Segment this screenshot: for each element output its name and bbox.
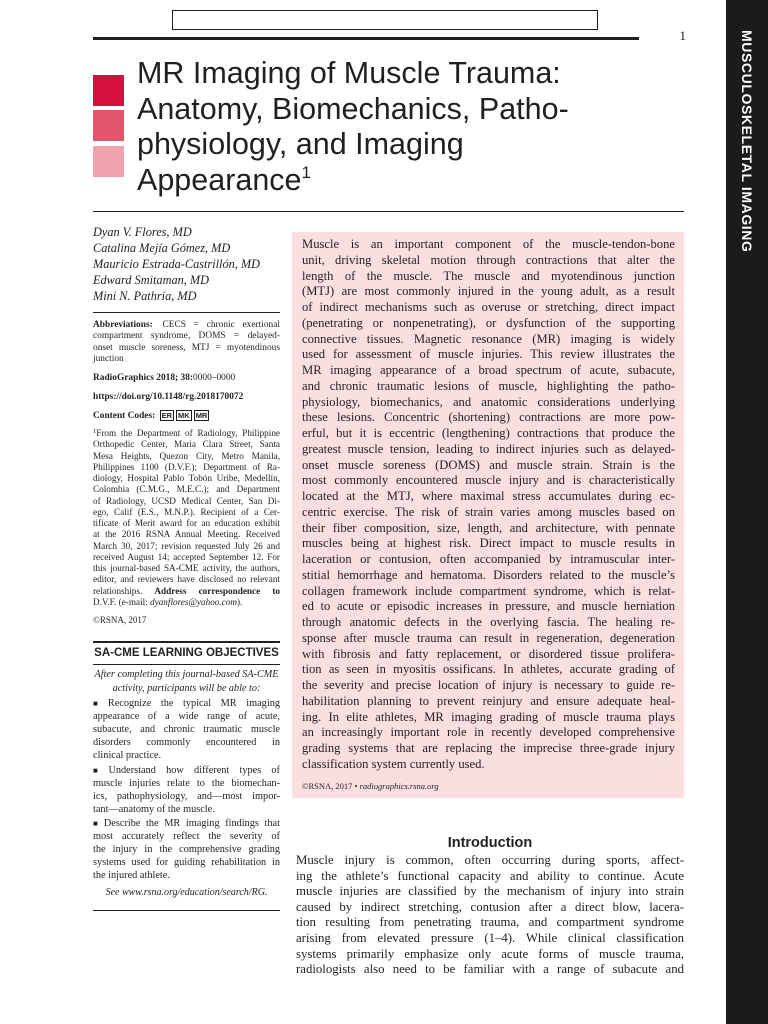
footnote-line [93,597,280,608]
learning-objective-line: the injury in the comprehensive grading [93,844,280,855]
learning-objective-line: disorders commonly encountered in [93,737,280,748]
abbreviations-label: Abbreviations: [93,320,153,330]
title-line: Anatomy, Biomechanics, Patho- [137,91,569,126]
learning-objective-text: Describe the MR imaging findings that [103,818,280,829]
learning-objective-line: subacute, and chronic traumatic muscle [93,724,280,735]
learning-objective-line: ics, pathophysiology, and—most impor- [93,790,280,802]
introduction-line: radiologists also need to be familiar with a range of subacute and [296,962,684,977]
introduction-line: muscle injuries are classified by the mechanism of injury into strain [296,884,684,899]
abstract-line: most commonly encountered muscle injury and is characteristically [302,473,675,488]
bullet-square-icon: ■ [93,765,106,775]
abstract-text [302,237,675,773]
footnote-line: ego, Calif (E.S., M.N.P.). Recipient of a Cer- [93,506,280,517]
footnote-line: Philippines 1100 (D.V.F.); Department of Ra- [93,461,280,472]
abstract-line: with fibrosis and fatty replacement, or disordered tissue prolifera- [302,646,675,661]
footnote-line: Colombia (C.M.G., M.E.C.); and Department [93,484,280,495]
abstract-line: and chronic traumatic lesions of muscle, highlighting the patho- [302,378,675,393]
title-line: physiology, and Imaging [137,127,464,161]
abstract-line: muscles being at highest risk. Direct impact to muscle results in [302,536,675,551]
learning-objective-line [93,764,280,777]
title-footnote-marker: 1 [301,162,311,182]
sacme-rule [93,664,280,665]
sacme-website-link[interactable]: See www.rsna.org/education/search/RG. [105,887,268,898]
accent-square-light [93,146,124,177]
content-codes [93,410,280,422]
footnote-line [93,428,280,439]
content-codes-label: Content Codes: [93,411,156,421]
abbreviations-line: compartment syndrome, DOMS = delayed- [93,331,280,342]
abstract-line: unit, driving skeletal motion through contractions that alter the [302,252,675,267]
header-box [172,10,598,30]
learning-objective [93,764,280,816]
abbreviations-block [93,320,280,365]
footnote-line: tificate of Merit award for an education exhibit [93,518,280,528]
abstract-copyright [302,781,675,792]
abbreviations-line: junction [93,353,124,364]
address-correspondence-label: Address correspondence to [154,585,280,596]
sacme-heading: SA-CME LEARNING OBJECTIVES [94,647,279,659]
learning-objective-line: most accurately reflect the severity of [93,831,280,842]
author: Edward Smitaman, MD [93,273,210,287]
copyright-notice: ©RSNA, 2017 [93,615,147,625]
footnote-line: received August 14; accepted September 12. For [93,551,280,562]
title-line-text: Appearance [137,162,302,197]
journal-website-link[interactable]: radiographics.rsna.org [359,781,439,791]
learning-objective-line: systems used for guiding rehabilitation in [93,857,280,868]
introduction-line: ing the athlete’s functional capacity and ability to continue. Acute [296,868,684,883]
introduction-line: tion resulting from penetrating trauma, and compartment syndrome [296,915,684,930]
footnote-text: ). [237,596,243,607]
introduction-line: Muscle injury is common, often occurring during sports, affect- [296,853,684,867]
footnote-marker: 1 [93,428,97,435]
sacme-intro-line: activity, participants will be able to: [112,682,261,694]
bullet-square-icon: ■ [93,819,101,828]
accent-square-medium [93,110,124,141]
content-code-badge: MR [195,411,208,420]
bullet-square-icon: ■ [93,699,105,708]
doi-link[interactable]: https://doi.org/10.1148/rg.2018170072 [93,392,244,402]
abstract-line: these lesions. Concentric (shortening) contractions are more pow- [302,410,675,425]
footnote-line: diology, Hospital Pablo Tobón Uribe, Medellín, [93,473,280,483]
learning-objective-line: appearance of a wide range of acute, [93,711,280,722]
author: Mini N. Pathria, MD [93,289,197,303]
learning-objective-line: tant—anatomy of the muscle. [93,803,215,815]
footnote-line: of Radiology, UCSD Medical Center, San Di- [93,495,280,506]
introduction-line: caused by indirect stretching, contusion after a direct blow, lacera- [296,899,684,914]
abstract-line: through anatomic defects in the overlying fascia. The healing re- [302,615,675,629]
learning-objective-line: muscle injuries relate to the biomechan- [93,777,280,789]
footnote-line: this journal-based SA-CME activity, the authors, [93,563,280,573]
author: Catalina Mejía Gómez, MD [93,241,231,255]
article-title [137,56,684,198]
journal-volume: RadioGraphics 2018; 38: [93,373,194,383]
abstract-line: erful, but it is eccentric (lengthening) contractions that produce the [302,426,675,440]
footnote-line: Mesa Heights, Quezon City, Metro Manila, [93,450,280,461]
abstract-line: collagen framework include compartment syndrome, which is relat- [302,583,675,598]
learning-objective [93,817,280,882]
abstract-line: (penetrating or nonpenetrating), or dysfunction of the supporting [302,315,675,330]
email-link[interactable]: dyanflores@yahoo.com [150,596,237,607]
abstract-line: sponse after muscle trauma can result in regeneration, degeneration [302,630,675,645]
sacme-rule [93,641,280,643]
abstract-line: the severity and precise location of injury is necessary to guide re- [302,678,675,692]
abstract-line: onset muscle soreness (DOMS) and muscle strain. Strain is the [302,457,675,472]
footnote-text: From the Department of Radiology, Philippine [96,428,280,438]
abstract-line: located at the MTJ, where maximal stress accumulates during ec- [302,489,675,503]
abstract-line: Muscle is an important component of the muscle-tendon-bone [302,237,675,251]
footnote-text: relationships. [93,585,143,596]
abstract-line: greatest muscle tension, leading to indirect injuries such as delayed- [302,441,675,456]
author-affiliations-footnote [93,428,280,608]
introduction-line: systems primarily emphasize only acute forms of muscle trauma, [296,946,684,961]
abstract-line: their fiber composition, size, length, and architecture, with pennate [302,520,675,535]
authors-rule [93,312,280,313]
abstract-line: (MTJ) are most commonly injured in the young adult, as a result [302,284,675,299]
footnote-line [93,586,280,597]
author-list [93,224,283,304]
title-line: MR Imaging of Muscle Trauma: [137,56,561,90]
section-heading: Introduction [447,835,533,851]
footnote-line: at the 2016 RSNA Annual Meeting. Received [93,529,280,540]
abstract-line: ed to acute or episodic increases in pressure, and muscle herniation [302,599,675,614]
abstract-line: length of the muscle. The muscle and myotendinous junction [302,268,675,283]
abstract-copyright-text: ©RSNA, 2017 • [302,781,358,791]
abstract-line: of indirect mechanisms such as overuse or stretching, direct impact [302,300,675,314]
learning-objective-line: clinical practice. [93,750,162,761]
abstract-line: classification system currently used. [302,756,485,771]
learning-objective-line [93,817,280,830]
sacme-intro-line: After completing this journal-based SA-CME [94,669,279,680]
abstract-line: MR imaging appearance of a broad spectrum of acute, subacute, [302,363,675,377]
abstract-line: laceration or contusion, often accompanied by intramuscular inter- [302,552,675,566]
abstract-line: stitial hemorrhage and hematoma. Disorders related to the muscle’s [302,567,675,582]
abstract-line: tion as seen in myositis ossificans. In athletes, accurate grading of [302,662,675,677]
journal-pages: 0000–0000 [193,373,236,383]
author: Dyan V. Flores, MD [93,225,192,239]
abstract-line: habilitation planning to prevent reinjury and ensure adequate heal- [302,693,675,708]
content-code-badge: ER [161,411,173,420]
top-rule [93,37,639,40]
title-rule [93,211,684,212]
abbreviations-line [93,320,280,331]
footnote-line: Orthopedic Center, Maria Clara Street, Santa [93,439,280,450]
footnote-line: editor, and reviewers have disclosed no relevant [93,574,280,585]
sacme-rule [93,910,280,911]
abstract-line: grading systems that are replacing the imprecise three-grade injury [302,741,675,755]
section-sidebar [726,0,768,1024]
content-code-badge: MK [178,411,190,420]
footnote-body [93,439,280,585]
journal-citation [93,373,280,384]
learning-objective [93,697,280,762]
footnote-line: March 30, 2017; revision requested July 26 and [93,540,280,551]
author: Mauricio Estrada-Castrillón, MD [93,257,261,271]
abstract-line: ing. In elite athletes, MR imaging grading of muscle trauma plays [302,709,675,724]
learning-objective-text: Recognize the typical MR imaging [107,698,280,709]
section-label: MUSCULOSKELETAL IMAGING [739,30,755,253]
footnote-text: D.V.F. (e-mail: [93,596,148,607]
introduction-line: arising from elevated pressure (1–4). While clinical classification [296,930,684,945]
title-line [137,163,684,199]
abbreviations-line: onset muscle soreness, MTJ = myotendinous [93,342,280,353]
introduction-text [296,853,684,978]
sacme-intro [93,668,280,695]
abstract-line: connective tissues. Magnetic resonance (MR) imaging is widely [302,331,675,346]
learning-objective-line [93,697,280,710]
abstract-line: physiology, biomechanics, and anatomic considerations underlying [302,394,675,409]
page-number: 1 [679,28,686,43]
abstract-line: an increasingly important role in recently developed comprehensive [302,725,675,740]
abbreviations-text: CECS = chronic exertional [162,320,280,330]
learning-objective-line: the injured athlete. [93,870,170,881]
learning-objective-text: Understand how different types of [108,764,280,776]
abstract-line: used for assessment of muscle injuries. This review illustrates the [302,347,675,362]
learning-objectives-list [93,697,280,884]
abstract-line: centric exercise. The risk of strain varies among muscles based on [302,504,675,519]
accent-square-dark [93,75,124,106]
